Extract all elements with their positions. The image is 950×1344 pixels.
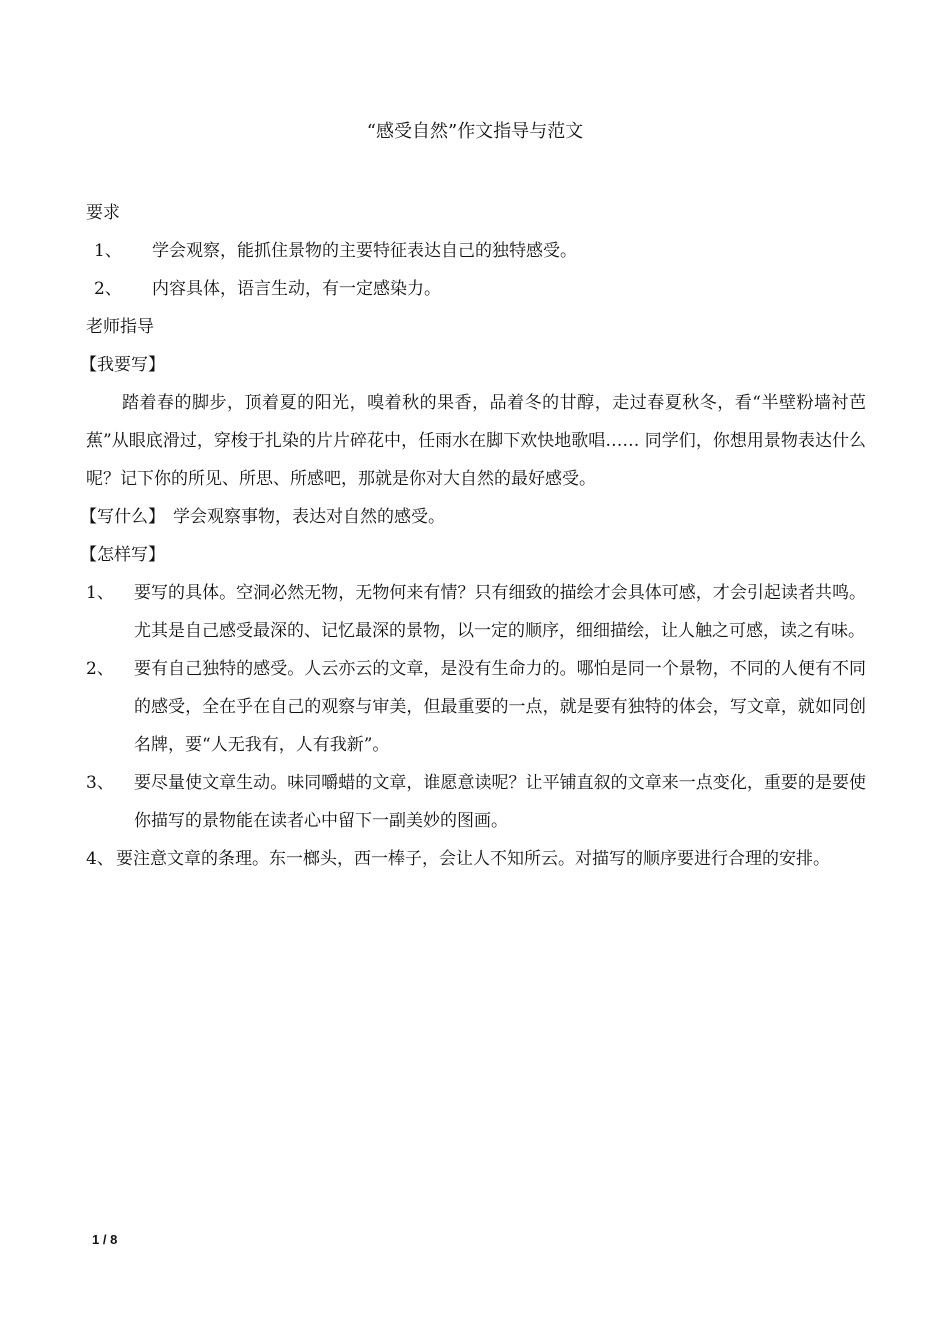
how-item-number: 2、 (86, 659, 114, 679)
requirement-text: 学会观察，能抓住景物的主要特征表达自己的独特感受。 (152, 241, 577, 261)
section-what-line (80, 498, 866, 536)
how-item-text: 要尽量使文章生动。味同嚼蜡的文章，谁愿意读呢？让平铺直叙的文章来一点变化，重要的是要使你描写的景物能在读者心中留下一副美妙的图画。 (134, 773, 866, 831)
requirement-item (86, 232, 866, 270)
requirement-number: 1、 (94, 241, 122, 261)
requirements-heading: 要求 (86, 203, 120, 223)
how-item (86, 650, 866, 764)
section-i-want-to-write: 【我要写】 (80, 355, 165, 375)
how-item-text: 要有自己独特的感受。人云亦云的文章，是没有生命力的。哪怕是同一个景物，不同的人便有不同的感受，全在乎在自己的观察与审美，但最重要的一点，就是要有独特的体会，写文章，就如同创名牌，要“人无我有，人有我新”。 (134, 659, 866, 755)
document-title: “感受自然”作文指导与范文 (366, 121, 584, 142)
how-item-text: 要注意文章的条理。东一榔头，西一棒子，会让人不知所云。对描写的顺序要进行合理的安排。 (116, 849, 830, 869)
how-item-text: 要写的具体。空洞必然无物，无物何来有情？只有细致的描绘才会具体可感，才会引起读者共鸣。尤其是自己感受最深的、记忆最深的景物，以一定的顺序，细细描绘，让人触之可感，读之有味。 (134, 583, 866, 641)
section-what-label: 【写什么】 (80, 507, 165, 527)
how-item-number: 3、 (86, 773, 114, 793)
intro-paragraph: 踏着春的脚步，顶着夏的阳光，嗅着秋的果香，品着冬的甘醇，走过春夏秋冬，看“半壁粉墙衬芭蕉”从眼底滑过，穿梭于扎染的片片碎花中，任雨水在脚下欢快地歌唱…… 同学们，你想用景物表达什么呢？记下你的所见、所思、所感吧，那就是你对大自然的最好感受。 (86, 393, 866, 489)
section-how-heading: 【怎样写】 (80, 545, 165, 565)
how-item-number: 4、 (86, 849, 114, 869)
page-number: 1 / 8 (92, 1232, 118, 1247)
guide-heading: 老师指导 (86, 317, 154, 337)
how-item (86, 574, 866, 650)
requirement-number: 2、 (94, 279, 122, 299)
document-body (80, 194, 866, 878)
how-item (86, 764, 866, 840)
requirement-text: 内容具体，语言生动，有一定感染力。 (152, 279, 441, 299)
how-item-number: 1、 (86, 583, 114, 603)
requirement-item (86, 270, 866, 308)
section-what-note: 学会观察事物，表达对自然的感受。 (173, 507, 445, 527)
how-item (86, 840, 866, 878)
